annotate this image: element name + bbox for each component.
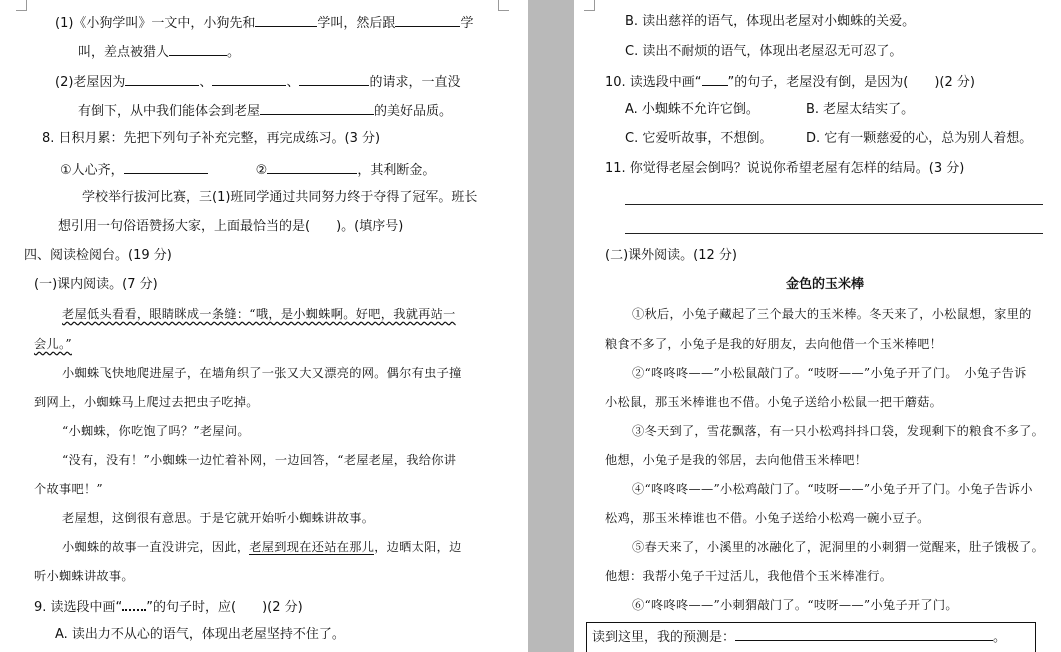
passage-p1-line2: 会儿。” bbox=[34, 337, 72, 351]
q7-item2-line2: 有倒下，从中我们能体会到老屋 的美好品质。 bbox=[78, 101, 452, 121]
q10-option-c: C. 它爱听故事，不想倒。 bbox=[625, 131, 773, 146]
story-p2-line2: 小松鼠，那玉米棒谁也不借。小兔子送给小松鼠一把干蘑菇。 bbox=[605, 395, 943, 409]
passage-p5: 老屋想，这倒很有意思。于是它就开始听小蜘蛛讲故事。 bbox=[62, 511, 375, 525]
answer-line-1[interactable] bbox=[625, 204, 1043, 205]
story-title: 金色的玉米棒 bbox=[786, 277, 865, 292]
passage-p6-line1: 小蜘蛛的故事一直没讲完，因此，老屋到现在还站在那儿，边晒太阳，边 bbox=[62, 540, 462, 554]
story-p5-line2: 他想：我帮小兔子干过活儿，我他借个玉米棒准行。 bbox=[605, 569, 893, 583]
passage-p2-line2: 到网上，小蜘蛛马上爬过去把虫子吃掉。 bbox=[34, 395, 259, 409]
q11-title: 11. 你觉得老屋会倒吗？说说你希望老屋有怎样的结局。(3 分) bbox=[605, 161, 965, 176]
part1-heading: (一)课内阅读。(7 分) bbox=[34, 277, 158, 292]
margin-mark bbox=[498, 0, 509, 11]
q8-title: 8. 日积月累：先把下列句子补充完整，再完成练习。(3 分) bbox=[42, 131, 381, 146]
margin-mark bbox=[16, 0, 27, 11]
q9-title: 9. 读选段中画“ ”的句子时，应( )(2 分) bbox=[34, 597, 303, 617]
prediction-prompt: 读到这里，我的预测是： 。 bbox=[592, 627, 1006, 647]
q8-para-line2: 想引用一句俗语赞扬大家，上面最恰当的是( )。(填序号) bbox=[58, 219, 404, 234]
passage-p2-line1: 小蜘蛛飞快地爬进屋子，在墙角织了一张又大又漂亮的网。偶尔有虫子撞 bbox=[62, 366, 462, 380]
q7-item2-line1: (2)老屋因为 、 、 的请求，一直没 bbox=[55, 72, 460, 92]
q10-option-d: D. 它有一颗慈爱的心，总为别人着想。 bbox=[806, 131, 1033, 146]
passage-p1-line1: 老屋低头看看，眼睛眯成一条缝：“哦，是小蜘蛛啊。好吧，我就再站一 bbox=[62, 307, 456, 321]
story-p3-line1: ③冬天到了，雪花飘落，有一只小松鸡抖抖口袋，发现剩下的粮食不多了。 bbox=[632, 424, 1045, 438]
answer-line-2[interactable] bbox=[625, 233, 1043, 234]
left-page bbox=[0, 0, 528, 652]
story-p4-line2: 松鸡，那玉米棒谁也不借。小兔子送给小松鸡一碗小豆子。 bbox=[605, 511, 930, 525]
q7-item1-line1: (1)《小狗学叫》一文中，小狗先和 学叫，然后跟 学 bbox=[55, 13, 473, 33]
q8-items: ①人心齐， ② ，其利断金。 bbox=[60, 160, 435, 180]
prediction-blank[interactable] bbox=[735, 627, 993, 641]
q10-option-a: A. 小蜘蛛不允许它倒。 bbox=[625, 102, 759, 117]
margin-mark bbox=[584, 0, 595, 11]
part2-heading: (二)课外阅读。(12 分) bbox=[605, 248, 737, 263]
q10-option-b: B. 老屋太结实了。 bbox=[806, 102, 915, 117]
q9-option-a: A. 读出力不从心的语气，体现出老屋坚持不住了。 bbox=[55, 627, 345, 642]
q7-item1-line2: 叫，差点被猎人 。 bbox=[78, 42, 240, 62]
passage-p4-line1: “没有，没有！”小蜘蛛一边忙着补网，一边回答，“老屋老屋，我给你讲 bbox=[62, 453, 457, 467]
story-p1-line2: 粮食不多了，小兔子是我的好朋友，去向他借一个玉米棒吧！ bbox=[605, 337, 943, 351]
q8-para-line1: 学校举行拔河比赛，三(1)班同学通过共同努力终于夺得了冠军。班长 bbox=[82, 190, 478, 205]
q9-option-c: C. 读出不耐烦的语气，体现出老屋忍无可忍了。 bbox=[625, 44, 903, 59]
right-page bbox=[574, 0, 1061, 652]
story-p1-line1: ①秋后，小兔子藏起了三个最大的玉米棒。冬天来了，小松鼠想，家里的 bbox=[632, 307, 1032, 321]
story-p5-line1: ⑤春天来了，小溪里的冰融化了，泥洞里的小刺猬一觉醒来，肚子饿极了。 bbox=[632, 540, 1045, 554]
story-p6-line1: ⑥“咚咚咚——”小刺猬敲门了。“吱呀——”小兔子开了门。 bbox=[632, 598, 958, 612]
story-p2-line1: ②“咚咚咚——”小松鼠敲门了。“吱呀——”小兔子开了门。 小兔子告诉 bbox=[632, 366, 1027, 380]
q10-title: 10. 读选段中画“ ”的句子，老屋没有倒，是因为( )(2 分) bbox=[605, 72, 975, 92]
wavy-line-mark bbox=[122, 597, 146, 611]
section4-heading: 四、阅读检阅台。(19 分) bbox=[24, 248, 172, 263]
story-p3-line2: 他想，小兔子是我的邻居，去向他借玉米棒吧！ bbox=[605, 453, 868, 467]
passage-p6-line2: 听小蜘蛛讲故事。 bbox=[34, 569, 134, 583]
passage-p4-line2: 个故事吧！” bbox=[34, 482, 103, 496]
passage-p3: “小蜘蛛，你吃饱了吗？”老屋问。 bbox=[62, 424, 250, 438]
story-p4-line1: ④“咚咚咚——”小松鸡敲门了。“吱呀——”小兔子开了门。小兔子告诉小 bbox=[632, 482, 1033, 496]
q9-option-b: B. 读出慈祥的语气，体现出老屋对小蜘蛛的关爱。 bbox=[625, 14, 916, 29]
